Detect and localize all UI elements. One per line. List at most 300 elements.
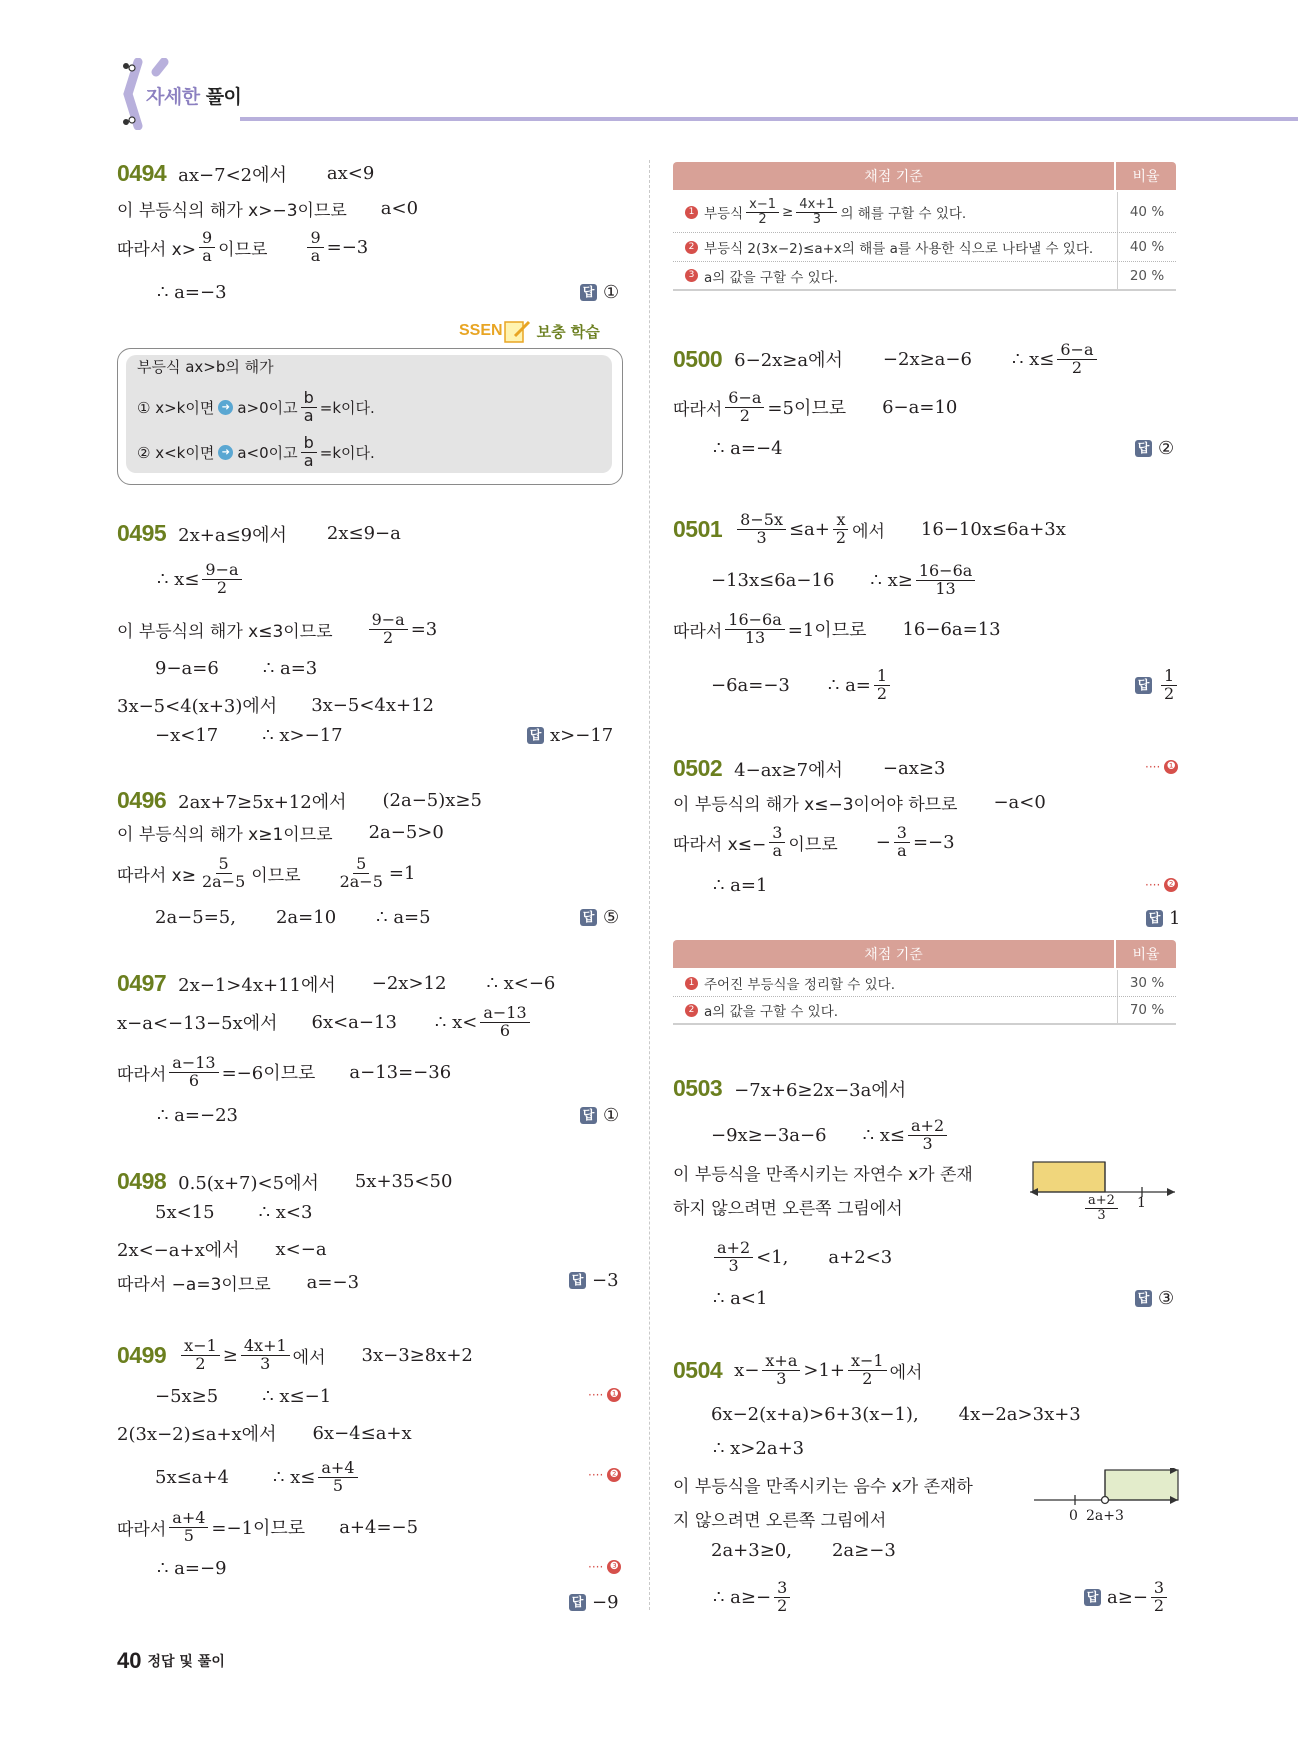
p0499-line2 xyxy=(155,1386,331,1407)
problem-number: 0501 xyxy=(673,515,723,542)
fraction: $\frac{9}{a}$ xyxy=(307,230,323,265)
text: a의 값을 구할 수 있다. xyxy=(704,1004,839,1020)
p0497-answer xyxy=(580,1105,619,1126)
answer-badge: 답 xyxy=(1135,1290,1152,1307)
expr: =1 xyxy=(388,862,416,884)
text: 부등식 xyxy=(704,206,744,222)
p0499-line1 xyxy=(117,1338,473,1373)
text: 에서 xyxy=(852,521,885,542)
text: 따라서 xyxy=(117,1519,167,1540)
step-marker-2: ···· ❷ xyxy=(1145,878,1178,892)
fraction: $\frac{9}{a}$ xyxy=(199,230,215,265)
p0494-line1 xyxy=(117,160,374,187)
p0501-line3 xyxy=(673,612,1001,647)
ssen-rule-1 xyxy=(137,390,375,425)
expr: 16−6a=13 xyxy=(902,618,1001,640)
expr: 0.5(x+7)<5에서 xyxy=(178,1172,319,1194)
problem-number: 0504 xyxy=(673,1356,723,1383)
step-marker-2: ···· ❷ xyxy=(588,1468,621,1482)
expr: ∴ x< xyxy=(434,1011,478,1033)
text: 이므로 xyxy=(251,865,301,886)
expr: 6x−2(x+a)>6+3(x−1), xyxy=(711,1404,919,1425)
p0500-line1 xyxy=(673,342,1100,377)
number-line-label-zero: 0 xyxy=(1069,1508,1078,1524)
text: 이 부등식을 만족시키는 음수 x가 존재하 xyxy=(673,1477,973,1497)
step-number: ❶ xyxy=(1164,760,1178,774)
p0497-line3 xyxy=(117,1055,451,1090)
row-number: 2 xyxy=(685,241,698,254)
fraction: $\frac{16-6a}{13}$ xyxy=(916,563,975,598)
expr: −2x>12 xyxy=(371,973,447,994)
expr: ≥ xyxy=(222,1344,238,1366)
expr: −a<0 xyxy=(993,792,1046,813)
expr: x− xyxy=(734,1359,760,1381)
p0503-answer xyxy=(1135,1288,1174,1309)
number-line-label-one: 1 xyxy=(1137,1195,1146,1211)
problem-number: 0502 xyxy=(673,755,723,781)
p0503-line4 xyxy=(673,1194,903,1219)
text: 에서 xyxy=(889,1362,923,1383)
text: 이 부등식의 해가 x≤−3이어야 하므로 xyxy=(673,795,958,815)
expr: 2a=10 xyxy=(275,907,337,928)
expr: 2a−5=5, xyxy=(155,907,236,928)
ssen-brand: SSEN xyxy=(459,322,503,339)
fraction: $\frac{b}{a}$ xyxy=(301,435,317,470)
expr: =1이므로 xyxy=(787,620,867,642)
fraction: $\frac{x-1}{2}$ xyxy=(746,198,779,226)
step-number: ❷ xyxy=(1164,878,1178,892)
text: 이 부등식의 해가 x≥1이므로 xyxy=(117,825,333,845)
expr: ∴ a=−4 xyxy=(713,438,783,459)
title-part-b: 풀이 xyxy=(205,86,242,108)
text: 하지 않으려면 오른쪽 그림에서 xyxy=(673,1199,903,1219)
expr: =−6이므로 xyxy=(221,1063,316,1085)
p0504-line6 xyxy=(711,1540,896,1561)
table-bottom-rule xyxy=(673,1023,1176,1025)
fraction: $\frac{a+4}{5}$ xyxy=(318,1460,357,1495)
p0502-line4 xyxy=(713,875,767,896)
p0495-line3 xyxy=(117,612,437,647)
p0500-line3 xyxy=(713,438,783,459)
p0503-line6 xyxy=(713,1288,767,1309)
p0500-line2 xyxy=(673,390,957,425)
expr: x−a<−13−5x에서 xyxy=(117,1013,278,1035)
expr: ax<9 xyxy=(326,163,375,184)
grading-table-2 xyxy=(673,940,1176,1026)
expr: ∴ x≤ xyxy=(272,1466,316,1488)
text: 따라서 xyxy=(673,621,723,642)
fraction: $\frac{3}{2}$ xyxy=(1151,1580,1167,1615)
p0496-line1 xyxy=(117,787,482,814)
expr: ∴ a<1 xyxy=(713,1288,768,1309)
p0504-answer xyxy=(1084,1580,1170,1615)
p0495-line1 xyxy=(117,520,401,547)
expr: ∴ a=−23 xyxy=(157,1105,238,1126)
text: a<0이고 xyxy=(237,443,298,462)
text: =k이다. xyxy=(319,443,375,462)
page-number: 40 xyxy=(117,1648,142,1673)
fraction: $\frac{5}{2a-5}$ xyxy=(201,854,246,891)
answer-badge: 답 xyxy=(1084,1589,1101,1606)
text: 지 않으려면 오른쪽 그림에서 xyxy=(673,1511,887,1531)
problem-number: 0494 xyxy=(117,160,167,186)
arrow-right-icon: ➜ xyxy=(218,445,233,460)
p0504-line4 xyxy=(673,1472,973,1497)
answer-value: 1 xyxy=(1169,908,1181,929)
answer-value: a≥− xyxy=(1107,1586,1148,1608)
expr: ax−7<2에서 xyxy=(178,164,287,186)
answer-value: −3 xyxy=(592,1270,619,1291)
p0496-line4 xyxy=(155,907,431,928)
p0496-answer xyxy=(580,907,619,928)
answer-badge: 답 xyxy=(569,1594,586,1611)
fraction: $\frac{4x+1}{3}$ xyxy=(241,1338,290,1373)
row-number: 1 xyxy=(685,206,698,219)
expr: =−3 xyxy=(326,236,369,258)
expr: <1, xyxy=(756,1246,789,1268)
row-ratio: 30 % xyxy=(1117,970,1176,996)
fraction: $\frac{3}{a}$ xyxy=(894,825,910,860)
fraction: $\frac{b}{a}$ xyxy=(301,390,317,425)
row-number: 3 xyxy=(685,269,698,282)
answer-value: ③ xyxy=(1158,1288,1175,1309)
expr: 6−a=10 xyxy=(882,396,958,418)
expr: a+4=−5 xyxy=(339,1516,419,1538)
p0501-line2 xyxy=(711,563,978,598)
expr: ∴ x≤ xyxy=(157,568,200,590)
answer-badge: 답 xyxy=(1135,677,1152,694)
fraction: $\frac{x}{2}$ xyxy=(833,512,849,547)
fraction-numerator: a+2 xyxy=(1085,1194,1118,1209)
expr: ≤a+ xyxy=(788,518,830,540)
p0497-line2 xyxy=(117,1005,533,1040)
title-part-a: 자세한 xyxy=(146,86,200,108)
ssen-tag: 보충 학습 xyxy=(536,322,600,341)
expr: =−1이므로 xyxy=(211,1518,306,1540)
expr: ∴ a=1 xyxy=(713,875,768,896)
text: =k이다. xyxy=(319,398,375,417)
text: 에서 xyxy=(292,1347,326,1368)
answer-value: ⑤ xyxy=(603,907,620,928)
table-header-ratio: 비율 xyxy=(1116,940,1176,968)
problem-number: 0497 xyxy=(117,970,167,996)
expr: ∴ a=3 xyxy=(262,658,318,679)
p0494-line4 xyxy=(157,282,227,303)
p0495-line2 xyxy=(157,562,245,597)
text: 부등식 2(3x−2)≤a+x의 해를 a를 사용한 식으로 나타낼 수 있다. xyxy=(704,241,1094,257)
p0502-line1 xyxy=(673,755,945,782)
p0503-line3 xyxy=(673,1160,973,1185)
text: 따라서 x> xyxy=(117,239,196,260)
note-pencil-icon xyxy=(503,318,533,344)
expr: 3x−5<4(x+3)에서 xyxy=(117,696,278,717)
expr: 3x−3≥8x+2 xyxy=(361,1344,473,1366)
table-bottom-rule xyxy=(673,289,1176,291)
fraction: $\frac{a+2}{3}$ xyxy=(908,1118,947,1153)
expr: 6x−4≤a+x xyxy=(312,1422,412,1444)
p0495-line5 xyxy=(117,692,434,718)
p0503-line2 xyxy=(711,1118,950,1153)
fraction: $\frac{6-a}{2}$ xyxy=(725,390,764,425)
fraction: $\frac{3}{2}$ xyxy=(774,1580,790,1615)
answer-value: ① xyxy=(603,282,620,303)
expr: −5x≥5 xyxy=(155,1386,219,1407)
header-rule xyxy=(240,117,1298,121)
expr: 5x≤a+4 xyxy=(155,1466,229,1488)
table-row xyxy=(673,233,1176,262)
p0498-answer xyxy=(569,1270,619,1291)
text: 의 해를 구할 수 있다. xyxy=(840,206,967,222)
p0496-line3 xyxy=(117,856,415,891)
row-ratio: 20 % xyxy=(1117,262,1176,289)
answer-badge: 답 xyxy=(580,284,597,301)
expr: 2a≥−3 xyxy=(831,1540,896,1561)
text: 이 부등식의 해가 x≤3이므로 xyxy=(117,621,333,642)
ssen-label xyxy=(459,318,600,344)
text: ≥ xyxy=(781,204,794,220)
answer-value: −9 xyxy=(592,1592,619,1613)
answer-badge: 답 xyxy=(527,727,544,744)
table-header-criteria: 채점 기준 xyxy=(673,162,1114,190)
text: 주어진 부등식을 정리할 수 있다. xyxy=(704,977,895,993)
answer-badge: 답 xyxy=(569,1272,586,1289)
problem-number: 0503 xyxy=(673,1075,723,1101)
footer-section: 정답 및 풀이 xyxy=(147,1654,225,1670)
row-ratio: 70 % xyxy=(1117,997,1176,1023)
p0504-line2 xyxy=(711,1404,1081,1425)
p0500-answer xyxy=(1135,438,1174,459)
table-header-ratio: 비율 xyxy=(1116,162,1176,190)
step-number: ❷ xyxy=(607,1468,621,1482)
text: 따라서 xyxy=(673,399,723,420)
fraction: $\frac{a-13}{6}$ xyxy=(480,1005,529,1040)
p0504-line7 xyxy=(713,1580,793,1615)
p0502-line2 xyxy=(673,790,1046,815)
expr: ∴ x≤ xyxy=(1011,348,1055,370)
fraction: $\frac{1}{2}$ xyxy=(874,668,890,703)
row-ratio: 40 % xyxy=(1117,233,1176,261)
fraction: $\frac{a+2}{3}$ xyxy=(714,1240,753,1275)
expr: ∴ x≤ xyxy=(862,1124,905,1146)
page-section-title xyxy=(146,82,241,109)
fraction: $\frac{16-6a}{13}$ xyxy=(725,612,784,647)
row-number: 2 xyxy=(685,1004,698,1017)
step-marker-3: ···· ❸ xyxy=(588,1560,621,1574)
expr: a+2<3 xyxy=(828,1246,893,1268)
p0501-answer xyxy=(1135,668,1180,703)
p0494-line3 xyxy=(117,230,368,265)
expr: ∴ x≥ xyxy=(870,569,913,591)
p0504-line5 xyxy=(673,1506,886,1531)
text: 이 부등식을 만족시키는 자연수 x가 존재 xyxy=(673,1165,973,1185)
p0496-line2 xyxy=(117,820,444,845)
answer-badge: 답 xyxy=(580,1107,597,1124)
step-marker-1: ···· ❶ xyxy=(588,1388,621,1402)
expr: 2a+3≥0, xyxy=(711,1540,792,1561)
arrow-right-icon: ➜ xyxy=(218,400,233,415)
row-number: 1 xyxy=(685,977,698,990)
expr: ∴ a= xyxy=(827,674,871,696)
fraction: $\frac{8-5x}{3}$ xyxy=(737,512,786,547)
problem-number: 0499 xyxy=(117,1341,167,1368)
expr: =5이므로 xyxy=(767,398,847,420)
expr: =−3 xyxy=(912,831,955,853)
fraction: $\frac{x-1}{2}$ xyxy=(848,1353,887,1388)
problem-number: 0498 xyxy=(117,1168,167,1194)
expr: ∴ a=−3 xyxy=(157,282,227,303)
expr: =3 xyxy=(410,618,438,640)
expr: −9x≥−3a−6 xyxy=(711,1124,827,1146)
expr: 3x−5<4x+12 xyxy=(311,694,434,716)
answer-badge: 답 xyxy=(1146,910,1163,927)
answer-value: ② xyxy=(1158,438,1175,459)
expr: −7x+6≥2x−3a에서 xyxy=(734,1079,907,1101)
expr: 2(3x−2)≤a+x에서 xyxy=(117,1424,277,1445)
expr: 6−2x≥a에서 xyxy=(734,350,843,372)
fraction: $\frac{a-13}{6}$ xyxy=(169,1055,218,1090)
number-line-label: 2a+3 xyxy=(1086,1508,1124,1524)
expr: ∴ a=5 xyxy=(376,907,431,928)
text: 따라서 x≤− xyxy=(673,834,767,855)
p0499-line3 xyxy=(117,1420,412,1446)
number-line-label-frac xyxy=(1082,1194,1121,1222)
expr: −x<17 xyxy=(155,725,219,746)
expr: ∴ x<−6 xyxy=(486,973,556,994)
problem-number: 0500 xyxy=(673,345,723,372)
expr: 4x−2a>3x+3 xyxy=(958,1404,1081,1425)
expr: ∴ a≥− xyxy=(713,1586,772,1608)
table-row xyxy=(673,970,1176,997)
table-header-criteria: 채점 기준 xyxy=(673,940,1114,968)
text: 이므로 xyxy=(218,239,268,260)
step-marker-1: ···· ❶ xyxy=(1145,760,1178,774)
p0495-line6 xyxy=(155,725,343,746)
fraction: $\frac{4x+1}{3}$ xyxy=(796,198,837,226)
fraction: $\frac{x-1}{2}$ xyxy=(181,1338,220,1373)
expr: (2a−5)x≥5 xyxy=(382,790,482,811)
p0494-line2 xyxy=(117,196,418,221)
expr: 9−a=6 xyxy=(155,658,219,679)
table-row xyxy=(673,192,1176,233)
text: 따라서 −a=3이므로 xyxy=(117,1275,271,1295)
expr: 4−ax≥7에서 xyxy=(734,759,843,781)
p0499-line4 xyxy=(155,1460,361,1495)
p0502-line3 xyxy=(673,825,955,860)
expr: 5x+35<50 xyxy=(354,1171,453,1192)
column-divider xyxy=(649,160,650,1610)
answer-value: ① xyxy=(603,1105,620,1126)
step-number: ❶ xyxy=(607,1388,621,1402)
p0503-line5 xyxy=(711,1240,892,1275)
expr: a=−3 xyxy=(306,1272,360,1293)
expr: 2x≤9−a xyxy=(326,523,401,544)
fraction: $\frac{1}{2}$ xyxy=(1161,668,1177,703)
step-number: ❸ xyxy=(607,1560,621,1574)
expr: x<−a xyxy=(275,1238,327,1260)
p0497-line1 xyxy=(117,970,555,997)
text: 이 부등식의 해가 x>−3이므로 xyxy=(117,201,347,221)
text: 부등식 ax>b의 해가 xyxy=(137,358,274,376)
expr: a−13=−36 xyxy=(349,1061,452,1083)
expr: 16−10x≤6a+3x xyxy=(920,518,1066,540)
fraction: $\frac{6-a}{2}$ xyxy=(1057,342,1096,377)
expr: 6x<a−13 xyxy=(311,1011,397,1033)
answer-badge: 답 xyxy=(580,909,597,926)
p0502-answer xyxy=(1146,908,1180,929)
expr: a<0 xyxy=(380,198,419,219)
p0497-line4 xyxy=(157,1105,238,1126)
p0495-answer xyxy=(527,725,613,746)
expr: −ax≥3 xyxy=(882,758,946,779)
grading-table-1 xyxy=(673,162,1176,292)
p0499-answer xyxy=(569,1592,619,1613)
text: a>0이고 xyxy=(237,398,298,417)
fraction: $\frac{9-a}{2}$ xyxy=(202,562,241,597)
row-ratio: 40 % xyxy=(1117,192,1176,232)
p0494-answer xyxy=(580,282,619,303)
ssen-title xyxy=(137,356,274,377)
p0498-line2 xyxy=(155,1202,312,1223)
fraction-denominator: 3 xyxy=(1097,1207,1106,1223)
fraction: $\frac{5}{2a-5}$ xyxy=(339,854,383,891)
expr: 2x−1>4x+11에서 xyxy=(178,974,336,996)
expr: −13x≤6a−16 xyxy=(711,569,835,591)
p0501-line4 xyxy=(711,668,893,703)
text: 따라서 x≥ xyxy=(117,865,196,886)
answer-value: x>−17 xyxy=(550,725,614,746)
p0504-line1 xyxy=(673,1353,922,1388)
expr: −6a=−3 xyxy=(711,674,790,696)
p0504-line3 xyxy=(713,1438,804,1459)
fraction: $\frac{9-a}{2}$ xyxy=(369,612,408,647)
page-footer xyxy=(117,1648,225,1674)
p0498-line3 xyxy=(117,1236,327,1262)
fraction: $\frac{x+a}{3}$ xyxy=(762,1353,800,1388)
expr: 2x+a≤9에서 xyxy=(178,524,287,546)
p0498-line4 xyxy=(117,1270,359,1295)
text: 따라서 xyxy=(117,1064,167,1085)
p0498-line1 xyxy=(117,1168,452,1195)
text: 이므로 xyxy=(788,834,838,855)
table-row xyxy=(673,997,1176,1023)
fraction: $\frac{3}{a}$ xyxy=(769,825,785,860)
problem-number: 0495 xyxy=(117,520,167,546)
expr: ∴ x>2a+3 xyxy=(713,1438,805,1459)
expr: ∴ x≤−1 xyxy=(262,1386,332,1407)
expr: −2x≥a−6 xyxy=(882,348,972,370)
table-row xyxy=(673,262,1176,289)
expr: 5x<15 xyxy=(155,1202,215,1223)
ssen-rule-2 xyxy=(137,435,375,470)
expr: ∴ x>−17 xyxy=(262,725,343,746)
fraction: $\frac{a+4}{5}$ xyxy=(169,1510,208,1545)
text: a의 값을 구할 수 있다. xyxy=(704,269,839,286)
p0499-line6 xyxy=(157,1558,227,1579)
p0499-line5 xyxy=(117,1510,418,1545)
answer-badge: 답 xyxy=(1135,440,1152,457)
p0495-line4 xyxy=(155,658,317,679)
p0503-line1 xyxy=(673,1075,906,1102)
problem-number: 0496 xyxy=(117,787,167,813)
expr: ∴ x<3 xyxy=(258,1202,313,1223)
expr: 2ax+7≥5x+12에서 xyxy=(178,791,347,813)
expr: ∴ a=−9 xyxy=(157,1558,227,1579)
expr: 2x<−a+x에서 xyxy=(117,1240,240,1261)
text: ① x>k이면 xyxy=(137,398,215,417)
p0501-line1 xyxy=(673,512,1066,547)
expr: 2a−5>0 xyxy=(368,822,444,843)
text: ② x<k이면 xyxy=(137,443,215,462)
